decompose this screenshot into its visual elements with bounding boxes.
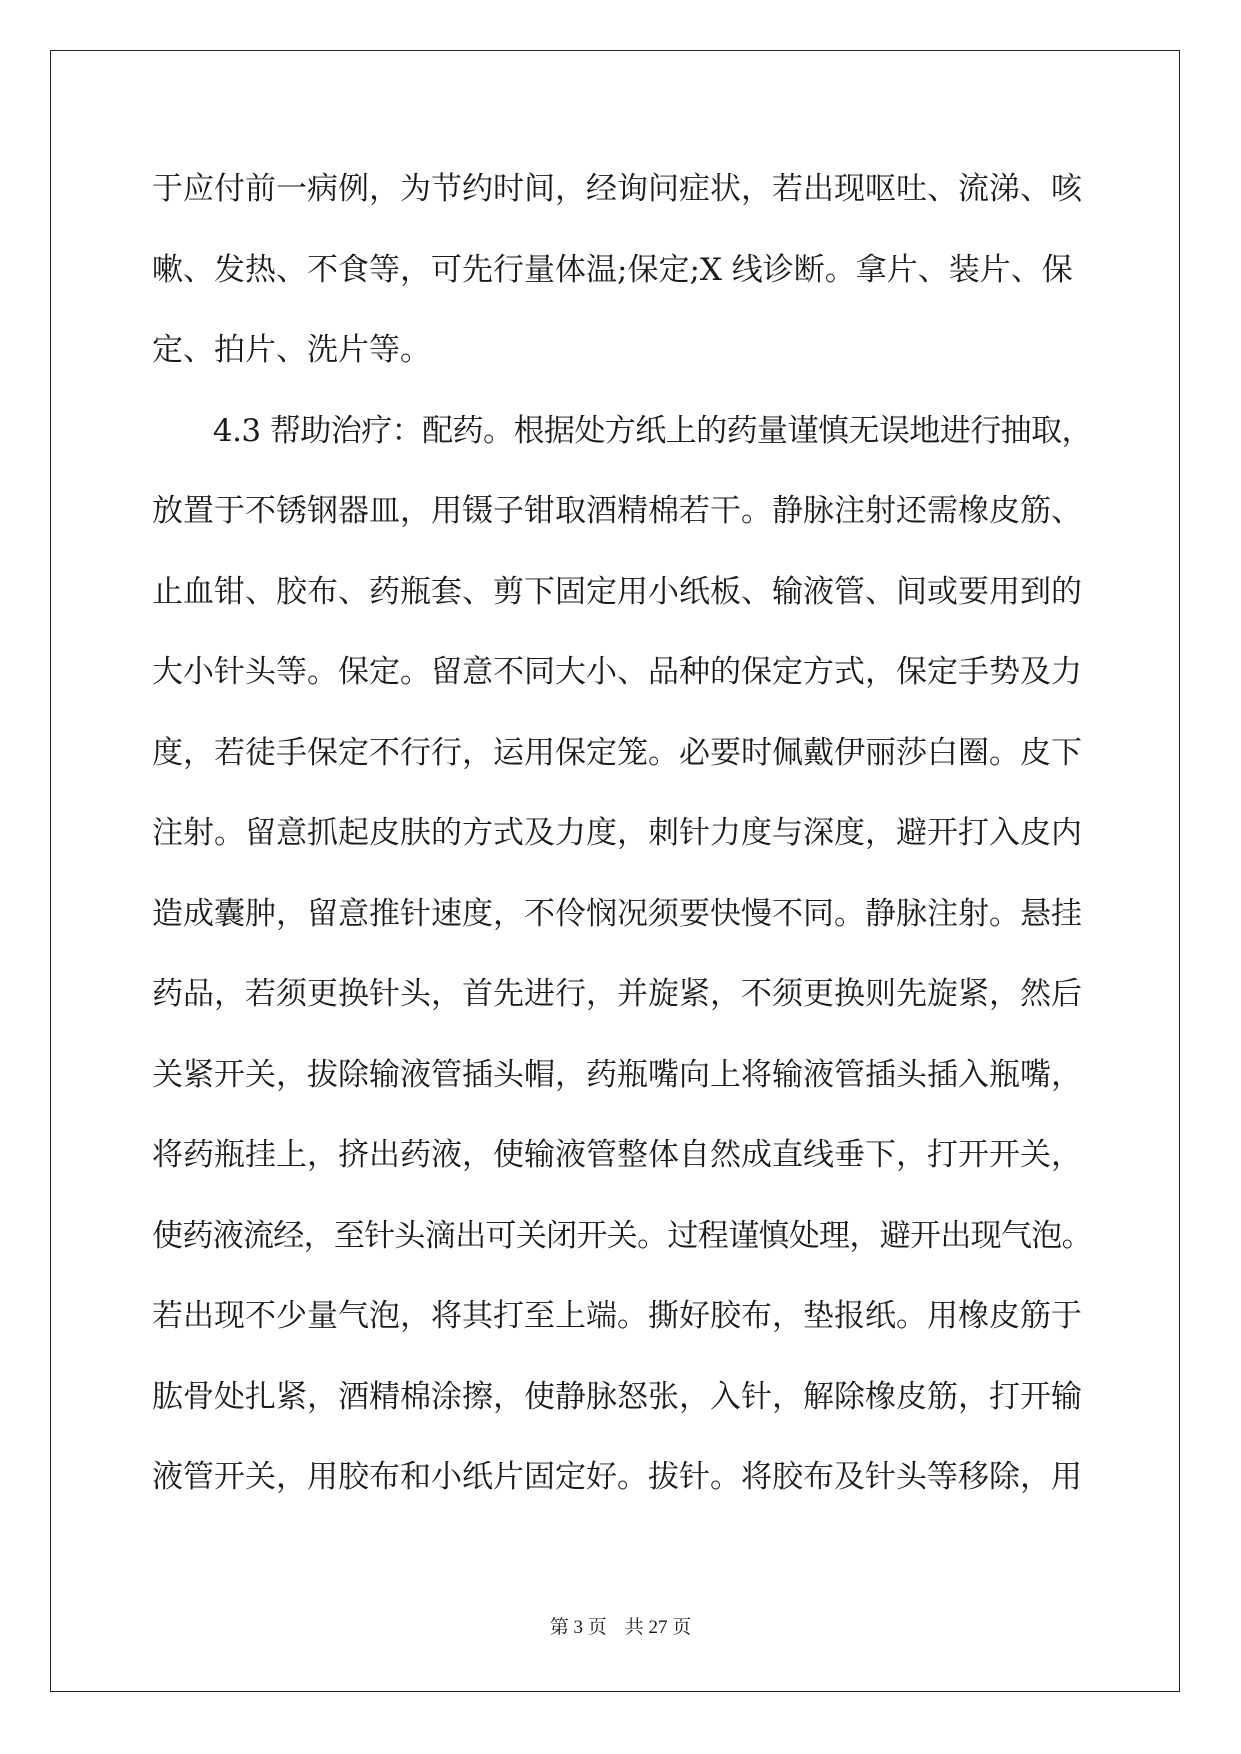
body-line: 肱骨处扎紧，酒精棉涂擦，使静脉怒张，入针，解除橡皮筋，打开输: [152, 1378, 1082, 1415]
body-line: 若出现不少量气泡，将其打至上端。撕好胶布，垫报纸。用橡皮筋于: [152, 1298, 1082, 1334]
body-line: 大小针头等。保定。留意不同大小、品种的保定方式，保定手势及力: [152, 654, 1082, 690]
body-line: 注射。留意抓起皮肤的方式及力度，刺针力度与深度，避开打入皮内: [152, 815, 1082, 851]
page-total: 共 27 页: [624, 1617, 692, 1638]
body-line: 于应付前一病例，为节约时间，经询问症状，若出现呕吐、流涕、咳: [152, 171, 1082, 207]
body-line: 使药液流经，至针头滴出可关闭开关。过程谨慎处理，避开出现气泡。: [152, 1217, 1092, 1254]
body-line: 嗽、发热、不食等，可先行量体温;保定;X 线诊断。拿片、装片、保: [152, 251, 1073, 288]
body-line: 将药瓶挂上，挤出药液，使输液管整体自然成直线垂下，打开开关，: [152, 1137, 1082, 1173]
body-line: 造成囊肿，留意推针速度，不伶悯况须要快慢不同。静脉注射。悬挂: [152, 895, 1082, 932]
body-line: 止血钳、胶布、药瓶套、剪下固定用小纸板、输液管、间或要用到的: [152, 573, 1082, 610]
document-body: [152, 168, 1092, 1537]
body-line: 关紧开关，拔除输液管插头帽，药瓶嘴向上将输液管插头插入瓶嘴，: [152, 1056, 1082, 1093]
body-line: 液管开关，用胶布和小纸片固定好。拔针。将胶布及针头等移除，用: [152, 1459, 1082, 1495]
body-line: 放置于不锈钢器皿，用镊子钳取酒精棉若干。静脉注射还需橡皮筋、: [152, 493, 1082, 529]
page-footer: [0, 1612, 1241, 1639]
body-line: 药品，若须更换针头，首先进行，并旋紧，不须更换则先旋紧，然后: [152, 976, 1082, 1012]
body-line: 定、拍片、洗片等。: [152, 332, 431, 368]
page-number: 第 3 页: [549, 1617, 607, 1638]
body-line: 度，若徒手保定不行行，运用保定笼。必要时佩戴伊丽莎白圈。皮下: [152, 734, 1082, 771]
body-line: 4.3 帮助治疗：配药。根据处方纸上的药量谨慎无误地进行抽取，: [152, 412, 1093, 449]
